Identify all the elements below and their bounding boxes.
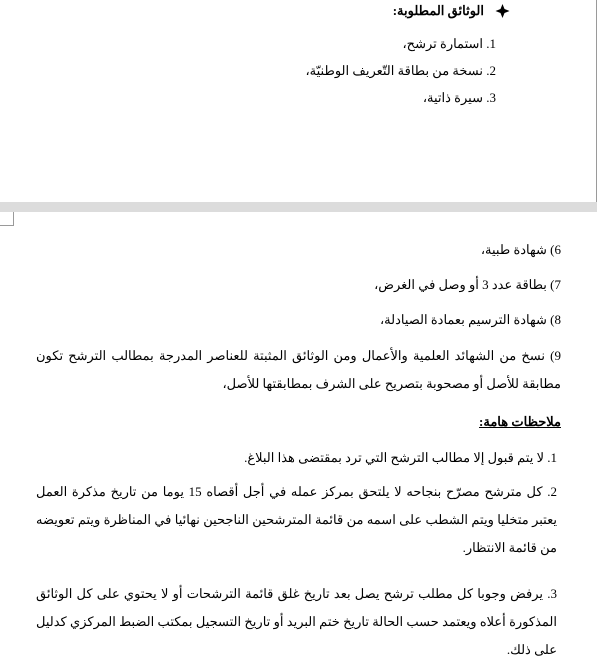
note-item — [36, 580, 557, 664]
document-page-2 — [0, 212, 597, 671]
list-item — [481, 242, 561, 258]
page-separator — [0, 202, 597, 212]
item-number: 9) — [550, 348, 562, 363]
item-text: سيرة ذاتية، — [422, 90, 483, 105]
diamond-bullet-icon — [494, 4, 511, 18]
list-item — [423, 90, 496, 106]
item-number: 3. — [486, 90, 496, 105]
note-number: 3. — [547, 586, 557, 601]
page-corner-mark — [0, 212, 14, 226]
item-number: 8) — [550, 312, 561, 327]
item-number: 2. — [486, 63, 496, 78]
note-text: يرفض وجوبا كل مطلب ترشح يصل بعد تاريخ غلق قائمة الترشحات أو لا يحتوي على كل الوثائق المذكورة أعلاه ويعتمد حسب الحالة تاريخ ختم البريد أو تاريخ التسجيل بمكتب الضبط المركزي كدليل على ذلك. — [36, 586, 557, 657]
notes-title: ملاحظات هامة: — [479, 414, 561, 429]
document-page-1 — [0, 0, 597, 202]
note-item — [36, 478, 557, 562]
section-title: الوثائق المطلوبة: — [392, 3, 484, 18]
required-documents-heading — [393, 3, 484, 19]
list-item — [402, 36, 496, 52]
item-text: استمارة ترشح، — [402, 36, 483, 51]
item-number: 6) — [550, 242, 561, 257]
list-item — [380, 312, 561, 328]
note-number: 2. — [547, 484, 558, 499]
note-number: 1. — [547, 450, 557, 465]
item-text: شهادة طبية، — [480, 242, 547, 257]
item-text: بطاقة عدد 3 أو وصل في الغرض، — [374, 277, 547, 292]
list-item — [305, 63, 496, 79]
note-text: لا يتم قبول إلا مطالب الترشح التي ترد بمقتضى هذا البلاغ. — [244, 450, 544, 465]
item-number: 1. — [486, 36, 496, 51]
note-item — [36, 444, 557, 472]
notes-heading — [479, 414, 561, 430]
item-text: شهادة الترسيم بعمادة الصيادلة، — [379, 312, 547, 327]
list-item — [36, 342, 561, 398]
item-text: نسخ من الشهائد العلمية والأعمال ومن الوثائق المثبتة للعناصر المدرجة بمطالب الترشح تكون مطابقة للأصل أو مصحوبة بتصريح على الشرف بمطابقتها للأصل، — [36, 348, 561, 391]
item-number: 7) — [550, 277, 561, 292]
list-item — [374, 277, 561, 293]
note-text: كل مترشح مصرّح بنجاحه لا يلتحق بمركز عمله في أجل أقصاه 15 يوما من تاريخ مذكرة العمل يعتبر متخليا ويتم الشطب على اسمه من قائمة المترشحين الناجحين نهائيا في المناظرة ويتم تعويضه من قائمة الانتظار. — [36, 484, 557, 555]
item-text: نسخة من بطاقة التّعريف الوطنيّة، — [305, 63, 483, 78]
